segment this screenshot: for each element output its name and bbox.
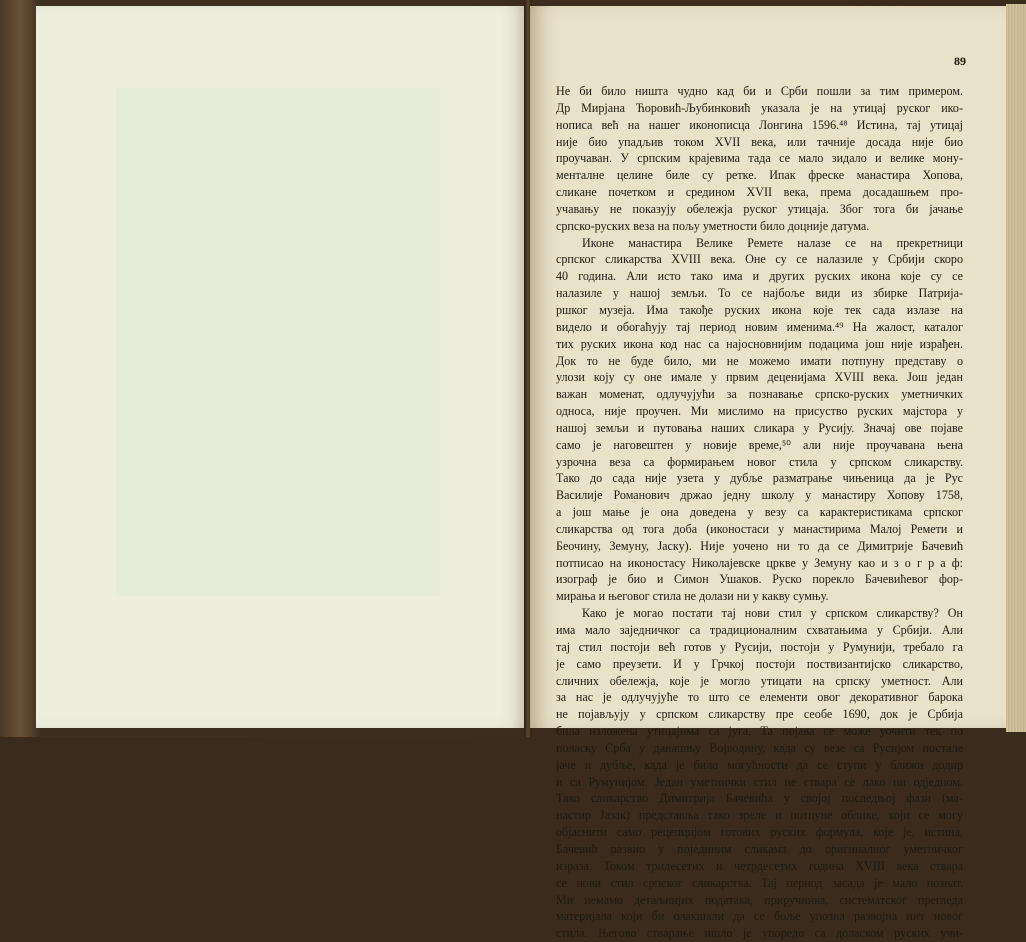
blank-plate [116, 88, 440, 596]
text-line: а још мање је она доведена у везу са карактеристикама српског [556, 505, 963, 520]
text-line: односа, није проучен. Ми мислимо на присуство руских мајстора у [556, 404, 963, 419]
text-line: српско-руских веза на пољу уметности било доцније датума. [556, 218, 870, 233]
text-line: Василије Романович држао једну школу у манастиру Хопову 1758, [556, 488, 963, 503]
text-line: Тако сликарство Димитрија Бачевића у својој последњој фази (ма- [556, 791, 963, 806]
text-line: израза. Током тридесетих и четрдесетих година XVIII века ствара [556, 858, 963, 873]
text-line: изограф је био и Симон Ушаков. Руско порекло Бачевићевог фор- [556, 572, 963, 587]
text-line: узрочна веза са формирањем новог стила у српском сликарству. [556, 454, 963, 469]
left-page [36, 6, 525, 728]
page-number: 89 [954, 54, 966, 68]
text-line: Тако до сада није узета у дубље разматрање чињеница да је Рус [556, 471, 963, 486]
text-line: била изложена утицајима са југа. Та појава се може уочити тек по [556, 724, 963, 739]
text-line: Иконе манастира Велике Ремете налазе се на прекретници [582, 235, 963, 250]
right-page [530, 6, 1010, 941]
text-line: сликарства од тога доба (иконостаси у манастирима Малој Ремети и [556, 521, 963, 536]
text-line: тај стил постоји већ готов у Русији, постоји у Румунији, требало га [556, 639, 963, 654]
text-line: има мало заједничког са традиционалним схватањима у Србији. Али [556, 623, 963, 637]
text-line: јаче и дубље, када је било могућности да се ступи у ближи додир [556, 757, 963, 772]
text-line: стила. Његово стварање ишло је упоредо са доласком руских учи- [556, 926, 963, 941]
text-line: Не би било ништа чудно кад би и Срби пошли за тим примером. [556, 84, 963, 98]
text-line: поласку Срба у данашњу Војводину, када су везе са Русијом постале [556, 740, 963, 755]
text-line: потписао на иконостасу Николајевске цркве у Земуну као и з о г р а ф: [556, 555, 963, 570]
text-line: менталне целине биле су ретке. Ипак фреске манастира Хопова, [556, 168, 963, 183]
text-line: важан моменат, одлучујући за познавање српско-руских уметничких [556, 387, 963, 402]
text-line: 40 година. Али исто тако има и других руских икона које су се [556, 269, 963, 284]
text-line: сличних обележја, које је могло утицати на српску уметност. Али [556, 673, 963, 688]
text-line: улози коју су оне имале у првим деценијама XVIII века. Још један [556, 370, 963, 385]
page-edges [1006, 4, 1026, 732]
text-line: сликане почетком и средином XVII века, према досадашњем про- [556, 185, 963, 200]
text-line: нашој земљи и путовања наших сликара у Русију. Значај ове појаве [556, 420, 963, 435]
text-line: учавању не показују обележја руског утицаја. Због тога би јачање [556, 201, 963, 216]
text-line: Беочину, Земуну, Јаску). Није уочено ни то да се Димитрије Бачевић [556, 538, 963, 553]
text-line: материјала који би олакшали да се боље упозна развојна нит новог [556, 909, 963, 924]
text-line: Док то не буде било, ми не можемо имати потпуну представу о [556, 353, 963, 368]
text-line: ршког музеја. Има такође руских икона које тек сада излазе на [556, 302, 963, 317]
text-line: не појављују у српском сликарству пре сеобе 1690, док је Србија [556, 707, 963, 722]
text-line: није био упадљив током XVII века, или тачније досада није био [556, 134, 963, 149]
text-line: Ми немамо детаљнијих података, приручника, систематског прегледа [556, 892, 963, 907]
text-line: Како је могао постати тај нови стил у српском сликарству? Он [582, 606, 963, 621]
text-line: видело и обогаћују тај период новим именима.⁴⁹ На жалост, каталог [556, 319, 963, 334]
text-line: мирања и његовог стила не долази ни у какву сумњу. [556, 589, 829, 604]
body-text [556, 83, 963, 942]
text-line: налазиле у нашој земљи. То се најбоље види из збирке Патрија- [556, 286, 963, 301]
text-line: српског сликарства XVIII века. Оне су се налазиле у Србији скоро [556, 252, 963, 267]
text-line: настир Јазак) представља тако зреле и потпуне облике, који се могу [556, 808, 963, 823]
text-line: Бачевић развио у појединим сликама до оригиналног уметничког [556, 841, 963, 856]
text-line: за нас је одлучујуће то што се елементи овог декоративног барока [556, 690, 963, 705]
text-line: само је наговештен у новије време,⁵⁰ али није проучавана њена [556, 437, 963, 452]
text-line: објаснити само рецепцијом готових руских формула, које је, истина, [556, 825, 963, 840]
text-line: је само преузети. И у Грчкој постоји поствизантијско сликарство, [556, 656, 963, 671]
text-line: се нови стил српског сликарства. Тај период засада је мало познат. [556, 875, 963, 890]
text-line: проучаван. У српским крајевима тада се мало зидало и велике мону- [556, 151, 963, 166]
text-line: Др Мирјана Ћоровић-Љубинковић указала је на утицај руског ико- [556, 100, 963, 115]
text-line: нописа већ на нашег иконописца Лонгина 1596.⁴⁸ Истина, тај утицај [556, 117, 963, 132]
text-line: тих руских икона код нас са најосновнијим подацима још није израђен. [556, 336, 963, 351]
text-line: и са Румунијом. Један уметнички стил не ствара се лако ни одједном. [556, 774, 963, 789]
